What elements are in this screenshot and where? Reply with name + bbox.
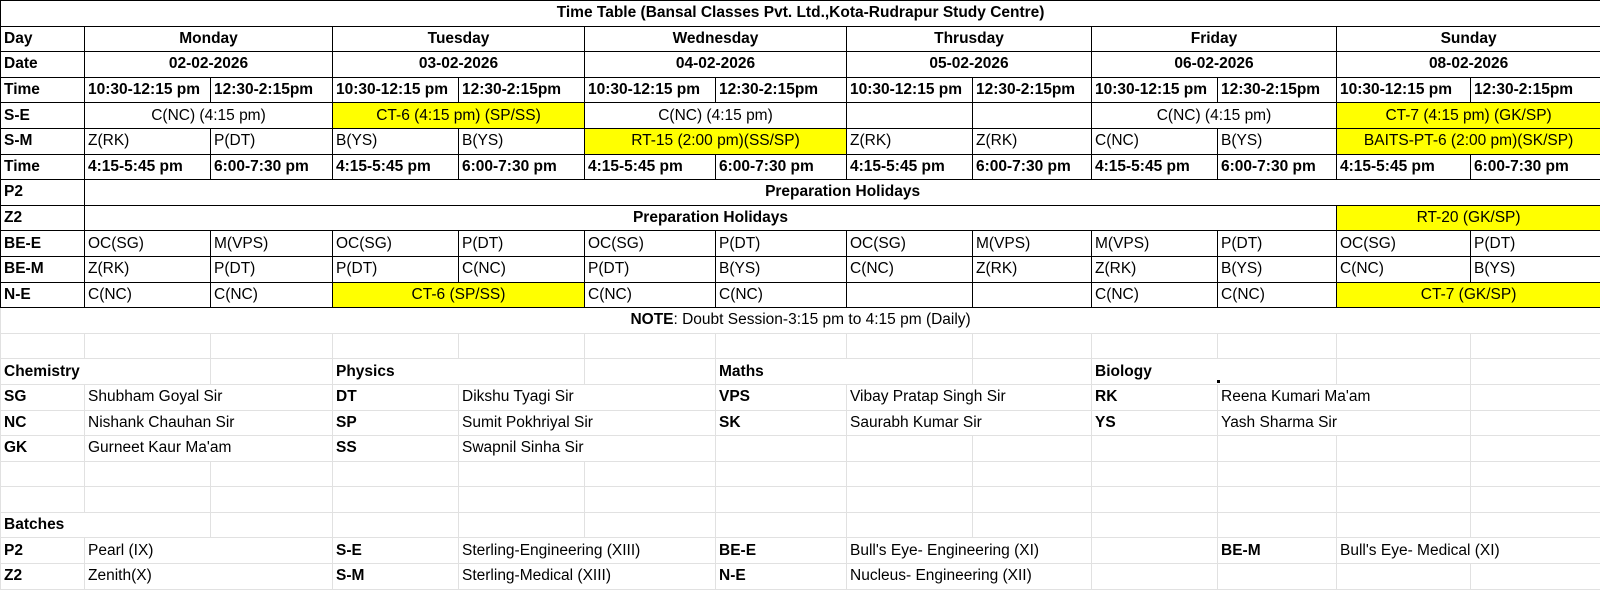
sm-monday-2: P(DT) bbox=[211, 128, 333, 154]
row-label-ne: N-E bbox=[1, 282, 85, 308]
faculty-code: YS bbox=[1092, 410, 1218, 436]
batch-code: BE-E bbox=[716, 538, 847, 564]
bee-cell: OC(SG) bbox=[847, 231, 973, 257]
timetable-title: Time Table (Bansal Classes Pvt. Ltd.,Kota-Rudrapur Study Centre) bbox=[1, 1, 1600, 27]
faculty-code: SK bbox=[716, 410, 847, 436]
heading-chemistry: Chemistry bbox=[1, 359, 211, 385]
bem-cell: Z(RK) bbox=[973, 256, 1092, 282]
sm-monday-1: Z(RK) bbox=[85, 128, 211, 154]
heading-biology: Biology bbox=[1092, 359, 1337, 385]
slot-morning-2: 12:30-2:15pm bbox=[973, 77, 1092, 103]
slot-morning-1: 10:30-12:15 pm bbox=[333, 77, 459, 103]
se-tuesday: CT-6 (4:15 pm) (SP/SS) bbox=[333, 103, 585, 129]
ne-wednesday-2: C(NC) bbox=[716, 282, 847, 308]
time-row-morning bbox=[1, 77, 1600, 103]
row-z2 bbox=[1, 205, 1600, 231]
faculty-name: Yash Sharma Sir bbox=[1218, 410, 1471, 436]
bee-cell: M(VPS) bbox=[973, 231, 1092, 257]
slot-evening-2: 6:00-7:30 pm bbox=[211, 154, 333, 180]
sm-sunday: BAITS-PT-6 (2:00 pm)(SK/SP) bbox=[1337, 128, 1600, 154]
batch-name: Nucleus- Engineering (XII) bbox=[847, 564, 1092, 590]
slot-morning-1: 10:30-12:15 pm bbox=[585, 77, 716, 103]
row-label-p2: P2 bbox=[1, 180, 85, 206]
bem-cell: C(NC) bbox=[847, 256, 973, 282]
slot-morning-2: 12:30-2:15pm bbox=[716, 77, 847, 103]
slot-evening-2: 6:00-7:30 pm bbox=[1471, 154, 1600, 180]
day-wednesday: Wednesday bbox=[585, 26, 847, 52]
row-se bbox=[1, 103, 1600, 129]
row-bem bbox=[1, 256, 1600, 282]
row-ne bbox=[1, 282, 1600, 308]
title-row bbox=[1, 1, 1600, 27]
se-monday: C(NC) (4:15 pm) bbox=[85, 103, 333, 129]
slot-morning-2: 12:30-2:15pm bbox=[211, 77, 333, 103]
date-thursday: 05-02-2026 bbox=[847, 52, 1092, 78]
batch-name: Bull's Eye- Medical (XI) bbox=[1337, 538, 1600, 564]
z2-sunday: RT-20 (GK/SP) bbox=[1337, 205, 1600, 231]
sm-thursday-2: Z(RK) bbox=[973, 128, 1092, 154]
row-label-bee: BE-E bbox=[1, 231, 85, 257]
slot-evening-1: 4:15-5:45 pm bbox=[85, 154, 211, 180]
bem-cell: B(YS) bbox=[1471, 256, 1600, 282]
sm-thursday-1: Z(RK) bbox=[847, 128, 973, 154]
row-label-time: Time bbox=[1, 77, 85, 103]
slot-evening-1: 4:15-5:45 pm bbox=[333, 154, 459, 180]
date-wednesday: 04-02-2026 bbox=[585, 52, 847, 78]
bem-cell: C(NC) bbox=[1337, 256, 1471, 282]
batch-code: N-E bbox=[716, 564, 847, 590]
sm-friday-1: C(NC) bbox=[1092, 128, 1218, 154]
heading-physics: Physics bbox=[333, 359, 585, 385]
slot-evening-1: 4:15-5:45 pm bbox=[1337, 154, 1471, 180]
slot-evening-2: 6:00-7:30 pm bbox=[459, 154, 585, 180]
time-row-evening bbox=[1, 154, 1600, 180]
faculty-code: VPS bbox=[716, 384, 847, 410]
blank-row bbox=[1, 461, 1600, 487]
faculty-row bbox=[1, 436, 1600, 462]
bee-cell: P(DT) bbox=[716, 231, 847, 257]
row-label-date: Date bbox=[1, 52, 85, 78]
p2-preparation-holidays: Preparation Holidays bbox=[85, 180, 1600, 206]
bem-cell: P(DT) bbox=[333, 256, 459, 282]
slot-evening-1: 4:15-5:45 pm bbox=[847, 154, 973, 180]
note-row bbox=[1, 308, 1600, 334]
bem-cell: B(YS) bbox=[716, 256, 847, 282]
bee-cell: P(DT) bbox=[459, 231, 585, 257]
faculty-name: Sumit Pokhriyal Sir bbox=[459, 410, 716, 436]
batch-row bbox=[1, 538, 1600, 564]
batch-name: Sterling-Engineering (XIII) bbox=[459, 538, 716, 564]
row-label-time-2: Time bbox=[1, 154, 85, 180]
slot-evening-2: 6:00-7:30 pm bbox=[1218, 154, 1337, 180]
ne-wednesday-1: C(NC) bbox=[585, 282, 716, 308]
se-sunday: CT-7 (4:15 pm) (GK/SP) bbox=[1337, 103, 1600, 129]
batch-row bbox=[1, 564, 1600, 590]
row-bee bbox=[1, 231, 1600, 257]
row-label-day: Day bbox=[1, 26, 85, 52]
slot-morning-1: 10:30-12:15 pm bbox=[1337, 77, 1471, 103]
bee-cell: OC(SG) bbox=[85, 231, 211, 257]
slot-evening-1: 4:15-5:45 pm bbox=[585, 154, 716, 180]
bem-cell: C(NC) bbox=[459, 256, 585, 282]
row-sm bbox=[1, 128, 1600, 154]
ne-monday-2: C(NC) bbox=[211, 282, 333, 308]
faculty-name: Vibay Pratap Singh Sir bbox=[847, 384, 1092, 410]
day-friday: Friday bbox=[1092, 26, 1337, 52]
slot-morning-2: 12:30-2:15pm bbox=[1471, 77, 1600, 103]
bem-cell: P(DT) bbox=[585, 256, 716, 282]
ne-friday-1: C(NC) bbox=[1092, 282, 1218, 308]
ne-friday-2: C(NC) bbox=[1218, 282, 1337, 308]
faculty-code: GK bbox=[1, 436, 85, 462]
heading-maths: Maths bbox=[716, 359, 973, 385]
stray-dot bbox=[1217, 380, 1220, 383]
ne-tuesday: CT-6 (SP/SS) bbox=[333, 282, 585, 308]
note bbox=[1, 308, 1600, 334]
batch-code: Z2 bbox=[1, 564, 85, 590]
batch-code: S-M bbox=[333, 564, 459, 590]
blank-row bbox=[1, 333, 1600, 359]
faculty-name: Nishank Chauhan Sir bbox=[85, 410, 333, 436]
se-wednesday: C(NC) (4:15 pm) bbox=[585, 103, 847, 129]
faculty-name: Saurabh Kumar Sir bbox=[847, 410, 1092, 436]
faculty-code: DT bbox=[333, 384, 459, 410]
slot-morning-1: 10:30-12:15 pm bbox=[1092, 77, 1218, 103]
row-label-z2: Z2 bbox=[1, 205, 85, 231]
day-tuesday: Tuesday bbox=[333, 26, 585, 52]
date-sunday: 08-02-2026 bbox=[1337, 52, 1600, 78]
heading-batches: Batches bbox=[1, 512, 211, 538]
batch-name: Zenith(X) bbox=[85, 564, 333, 590]
batch-code: P2 bbox=[1, 538, 85, 564]
bem-cell: Z(RK) bbox=[85, 256, 211, 282]
faculty-name: Gurneet Kaur Ma'am bbox=[85, 436, 333, 462]
slot-evening-1: 4:15-5:45 pm bbox=[1092, 154, 1218, 180]
faculty-code: SG bbox=[1, 384, 85, 410]
batch-code: BE-M bbox=[1218, 538, 1337, 564]
slot-evening-2: 6:00-7:30 pm bbox=[716, 154, 847, 180]
note-label: NOTE bbox=[630, 311, 674, 329]
bee-cell: OC(SG) bbox=[1337, 231, 1471, 257]
batch-name: Pearl (IX) bbox=[85, 538, 333, 564]
subject-heading-row bbox=[1, 359, 1600, 385]
sm-tuesday-2: B(YS) bbox=[459, 128, 585, 154]
sm-friday-2: B(YS) bbox=[1218, 128, 1337, 154]
bee-cell: M(VPS) bbox=[1092, 231, 1218, 257]
faculty-name: Dikshu Tyagi Sir bbox=[459, 384, 716, 410]
sm-wednesday: RT-15 (2:00 pm)(SS/SP) bbox=[585, 128, 847, 154]
se-thursday-2 bbox=[973, 103, 1092, 129]
faculty-code: NC bbox=[1, 410, 85, 436]
batch-name: Bull's Eye- Engineering (XI) bbox=[847, 538, 1092, 564]
date-tuesday: 03-02-2026 bbox=[333, 52, 585, 78]
row-label-se: S-E bbox=[1, 103, 85, 129]
faculty-code: SP bbox=[333, 410, 459, 436]
batch-name: Sterling-Medical (XIII) bbox=[459, 564, 716, 590]
note-text: : Doubt Session-3:15 pm to 4:15 pm (Daily) bbox=[673, 311, 971, 329]
faculty-row bbox=[1, 384, 1600, 410]
faculty-name: Shubham Goyal Sir bbox=[85, 384, 333, 410]
ne-thursday-1 bbox=[847, 282, 973, 308]
ne-thursday-2 bbox=[973, 282, 1092, 308]
day-row bbox=[1, 26, 1600, 52]
z2-preparation-holidays: Preparation Holidays bbox=[85, 205, 1337, 231]
day-sunday: Sunday bbox=[1337, 26, 1600, 52]
day-monday: Monday bbox=[85, 26, 333, 52]
ne-monday-1: C(NC) bbox=[85, 282, 211, 308]
ne-sunday: CT-7 (GK/SP) bbox=[1337, 282, 1600, 308]
bem-cell: P(DT) bbox=[211, 256, 333, 282]
row-label-sm: S-M bbox=[1, 128, 85, 154]
slot-evening-2: 6:00-7:30 pm bbox=[973, 154, 1092, 180]
date-friday: 06-02-2026 bbox=[1092, 52, 1337, 78]
day-thursday: Thrusday bbox=[847, 26, 1092, 52]
bee-cell: P(DT) bbox=[1471, 231, 1600, 257]
batch-code: S-E bbox=[333, 538, 459, 564]
bee-cell: M(VPS) bbox=[211, 231, 333, 257]
slot-morning-2: 12:30-2:15pm bbox=[459, 77, 585, 103]
batches-heading-row bbox=[1, 512, 1600, 538]
se-friday: C(NC) (4:15 pm) bbox=[1092, 103, 1337, 129]
faculty-row bbox=[1, 410, 1600, 436]
date-monday: 02-02-2026 bbox=[85, 52, 333, 78]
faculty-code: SS bbox=[333, 436, 459, 462]
faculty-code: RK bbox=[1092, 384, 1218, 410]
sm-tuesday-1: B(YS) bbox=[333, 128, 459, 154]
bee-cell: OC(SG) bbox=[585, 231, 716, 257]
faculty-name: Reena Kumari Ma'am bbox=[1218, 384, 1471, 410]
faculty-name: Swapnil Sinha Sir bbox=[459, 436, 716, 462]
date-row bbox=[1, 52, 1600, 78]
blank-row bbox=[1, 487, 1600, 513]
slot-morning-1: 10:30-12:15 pm bbox=[847, 77, 973, 103]
bem-cell: B(YS) bbox=[1218, 256, 1337, 282]
bee-cell: P(DT) bbox=[1218, 231, 1337, 257]
row-label-bem: BE-M bbox=[1, 256, 85, 282]
bee-cell: OC(SG) bbox=[333, 231, 459, 257]
row-p2 bbox=[1, 180, 1600, 206]
bem-cell: Z(RK) bbox=[1092, 256, 1218, 282]
slot-morning-1: 10:30-12:15 pm bbox=[85, 77, 211, 103]
slot-morning-2: 12:30-2:15pm bbox=[1218, 77, 1337, 103]
se-thursday-1 bbox=[847, 103, 973, 129]
